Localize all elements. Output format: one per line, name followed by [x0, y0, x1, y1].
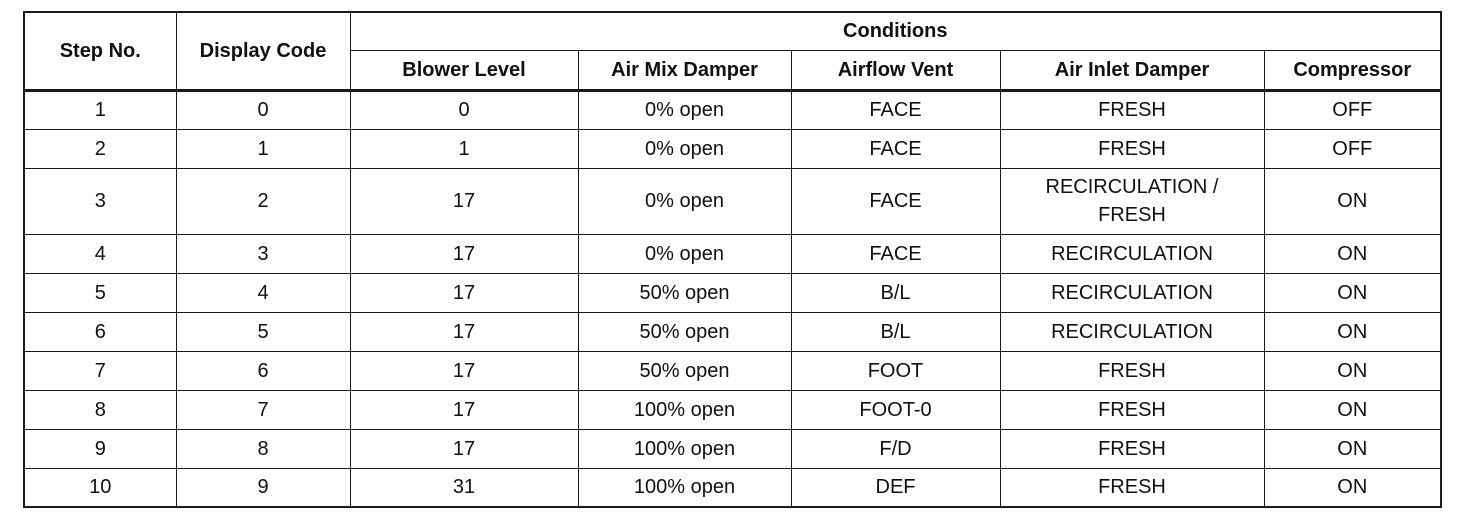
table-header [24, 12, 1441, 90]
cell-step: 4 [24, 234, 176, 273]
cell-display-code: 2 [176, 168, 350, 234]
cell-blower-level: 17 [350, 351, 578, 390]
cell-airflow-vent: DEF [791, 468, 1000, 507]
cell-step: 7 [24, 351, 176, 390]
cell-airflow-vent: FACE [791, 234, 1000, 273]
cell-airflow-vent: FACE [791, 168, 1000, 234]
cell-blower-level: 31 [350, 468, 578, 507]
cell-step: 3 [24, 168, 176, 234]
cell-airflow-vent: B/L [791, 312, 1000, 351]
cell-compressor: ON [1264, 273, 1441, 312]
cell-display-code: 6 [176, 351, 350, 390]
cell-display-code: 7 [176, 390, 350, 429]
cell-airflow-vent: F/D [791, 429, 1000, 468]
cell-compressor: ON [1264, 168, 1441, 234]
cell-compressor: OFF [1264, 129, 1441, 168]
cell-blower-level: 17 [350, 390, 578, 429]
header-step-no: Step No. [24, 12, 176, 90]
cell-air-mix-damper: 100% open [578, 390, 791, 429]
cell-airflow-vent: FACE [791, 90, 1000, 129]
table-row [24, 90, 1441, 129]
cell-compressor: ON [1264, 468, 1441, 507]
cell-blower-level: 17 [350, 168, 578, 234]
cell-air-inlet-damper: FRESH [1000, 351, 1264, 390]
table-body [24, 90, 1441, 507]
cell-step: 6 [24, 312, 176, 351]
cell-display-code: 5 [176, 312, 350, 351]
cell-blower-level: 17 [350, 429, 578, 468]
header-conditions: Conditions [350, 12, 1441, 50]
cell-air-mix-damper: 0% open [578, 90, 791, 129]
cell-display-code: 1 [176, 129, 350, 168]
header-compressor: Compressor [1264, 50, 1441, 90]
cell-air-inlet-damper: FRESH [1000, 429, 1264, 468]
cell-step: 8 [24, 390, 176, 429]
cell-step: 10 [24, 468, 176, 507]
cell-air-inlet-damper: RECIRCULATION [1000, 273, 1264, 312]
cell-air-mix-damper: 100% open [578, 468, 791, 507]
cell-air-inlet-damper: RECIRCULATION [1000, 234, 1264, 273]
cell-display-code: 9 [176, 468, 350, 507]
cell-airflow-vent: FOOT-0 [791, 390, 1000, 429]
cell-blower-level: 1 [350, 129, 578, 168]
table-row [24, 273, 1441, 312]
cell-airflow-vent: B/L [791, 273, 1000, 312]
cell-compressor: ON [1264, 390, 1441, 429]
cell-air-mix-damper: 0% open [578, 129, 791, 168]
cell-air-inlet-damper: FRESH [1000, 390, 1264, 429]
cell-air-inlet-damper: FRESH [1000, 129, 1264, 168]
cell-step: 2 [24, 129, 176, 168]
cell-air-inlet-damper: RECIRCULATION [1000, 312, 1264, 351]
header-air-mix-damper: Air Mix Damper [578, 50, 791, 90]
cell-compressor: ON [1264, 234, 1441, 273]
cell-blower-level: 17 [350, 273, 578, 312]
table-row [24, 129, 1441, 168]
cell-air-inlet-damper: FRESH [1000, 468, 1264, 507]
header-airflow-vent: Airflow Vent [791, 50, 1000, 90]
cell-air-mix-damper: 0% open [578, 234, 791, 273]
header-air-inlet-damper: Air Inlet Damper [1000, 50, 1264, 90]
spec-table [23, 11, 1442, 508]
table-row [24, 168, 1441, 234]
cell-air-inlet-damper-text: RECIRCULATION / FRESH [1045, 176, 1219, 226]
cell-compressor: OFF [1264, 90, 1441, 129]
cell-blower-level: 0 [350, 90, 578, 129]
cell-display-code: 0 [176, 90, 350, 129]
cell-blower-level: 17 [350, 312, 578, 351]
cell-air-mix-damper: 0% open [578, 168, 791, 234]
table-row [24, 234, 1441, 273]
table-row [24, 429, 1441, 468]
cell-airflow-vent: FOOT [791, 351, 1000, 390]
table-row [24, 468, 1441, 507]
cell-air-mix-damper: 50% open [578, 351, 791, 390]
table-row [24, 351, 1441, 390]
cell-compressor: ON [1264, 429, 1441, 468]
cell-compressor: ON [1264, 351, 1441, 390]
cell-display-code: 4 [176, 273, 350, 312]
cell-air-inlet-damper: FRESH [1000, 90, 1264, 129]
cell-blower-level: 17 [350, 234, 578, 273]
header-display-code: Display Code [176, 12, 350, 90]
cell-step: 9 [24, 429, 176, 468]
cell-air-mix-damper: 50% open [578, 273, 791, 312]
cell-air-mix-damper: 100% open [578, 429, 791, 468]
cell-display-code: 8 [176, 429, 350, 468]
cell-air-mix-damper: 50% open [578, 312, 791, 351]
header-blower-level: Blower Level [350, 50, 578, 90]
cell-air-inlet-damper [1000, 168, 1264, 234]
table-row [24, 390, 1441, 429]
table-row [24, 312, 1441, 351]
header-row-top [24, 12, 1441, 50]
cell-step: 1 [24, 90, 176, 129]
cell-compressor: ON [1264, 312, 1441, 351]
cell-display-code: 3 [176, 234, 350, 273]
cell-airflow-vent: FACE [791, 129, 1000, 168]
cell-step: 5 [24, 273, 176, 312]
